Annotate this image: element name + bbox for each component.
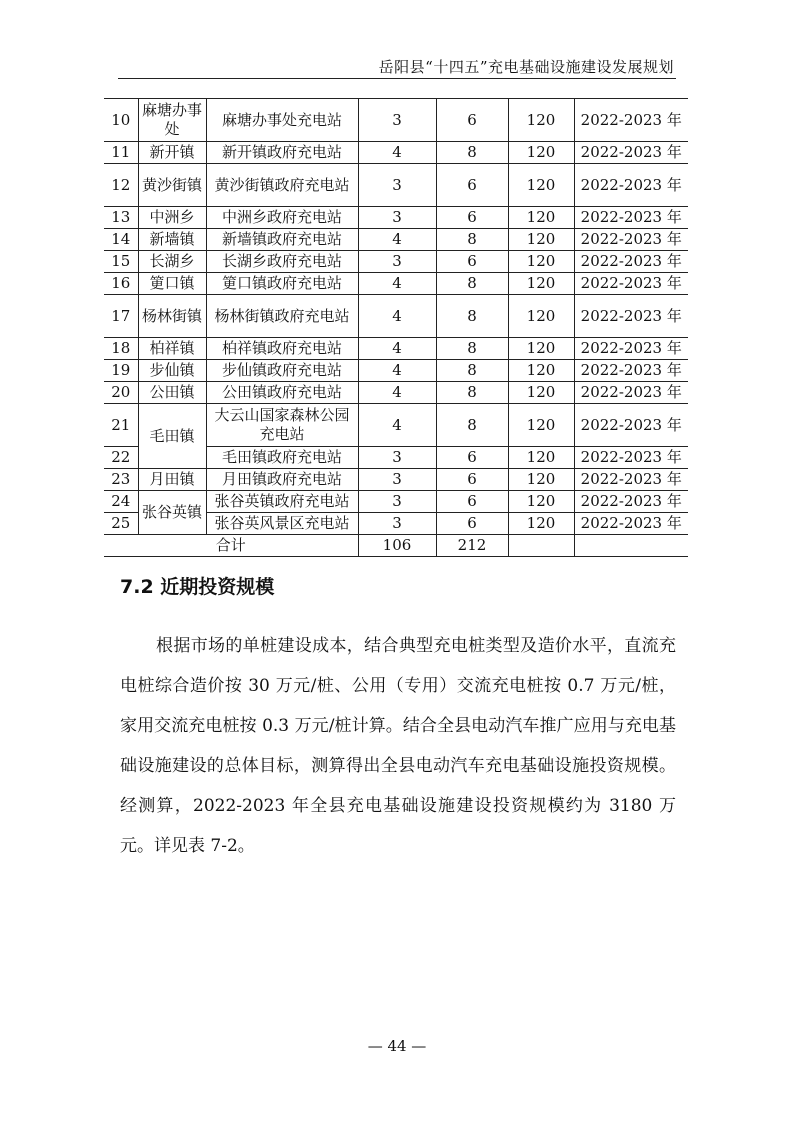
table-row: 23 月田镇 月田镇政府充电站 3 6 120 2022-2023 年 <box>104 469 688 491</box>
table-row: 18 柏祥镇 柏祥镇政府充电站 4 8 120 2022-2023 年 <box>104 338 688 360</box>
table-row: 13 中洲乡 中洲乡政府充电站 3 6 120 2022-2023 年 <box>104 207 688 229</box>
table-row: 19 步仙镇 步仙镇政府充电站 4 8 120 2022-2023 年 <box>104 360 688 382</box>
table-row: 15 长湖乡 长湖乡政府充电站 3 6 120 2022-2023 年 <box>104 251 688 273</box>
section-heading: 7.2 近期投资规模 <box>120 576 275 598</box>
table-row: 14 新墙镇 新墙镇政府充电站 4 8 120 2022-2023 年 <box>104 229 688 251</box>
table-row: 25 张谷英风景区充电站 3 6 120 2022-2023 年 <box>104 513 688 535</box>
table-total-row: 合计 106 212 <box>104 535 688 557</box>
charging-station-table <box>104 98 688 557</box>
header-rule <box>118 78 676 79</box>
table-row: 21 毛田镇 大云山国家森林公园充电站 4 8 120 2022-2023 年 <box>104 404 688 447</box>
table-row: 17 杨林街镇 杨林街镇政府充电站 4 8 120 2022-2023 年 <box>104 295 688 338</box>
table-row: 20 公田镇 公田镇政府充电站 4 8 120 2022-2023 年 <box>104 382 688 404</box>
table-row: 16 筻口镇 筻口镇政府充电站 4 8 120 2022-2023 年 <box>104 273 688 295</box>
table-row: 24 张谷英镇 张谷英镇政府充电站 3 6 120 2022-2023 年 <box>104 491 688 513</box>
table-row: 22 毛田镇政府充电站 3 6 120 2022-2023 年 <box>104 447 688 469</box>
page-number: — 44 — <box>367 1037 427 1055</box>
table-row: 10 麻塘办事处 麻塘办事处充电站 3 6 120 2022-2023 年 <box>104 99 688 142</box>
table-row: 11 新开镇 新开镇政府充电站 4 8 120 2022-2023 年 <box>104 142 688 164</box>
running-header: 岳阳县“十四五”充电基础设施建设发展规划 <box>378 58 674 76</box>
table-row: 12 黄沙街镇 黄沙街镇政府充电站 3 6 120 2022-2023 年 <box>104 164 688 207</box>
body-paragraph: 根据市场的单桩建设成本，结合典型充电桩类型及造价水平，直流充电桩综合造价按 30 万元/桩、公用（专用）交流充电桩按 0.7 万元/桩，家用交流充电桩按 0.3 万元/桩计算。结合全县电动汽车推广应用与充电基础设施建设的总体目标，测算得出全县电动汽车充电基础设施投资规模。经测算，2022-2023 年全县充电基础设施建设投资规模约为 3180 万元。详见表 7-2。 <box>120 636 676 856</box>
